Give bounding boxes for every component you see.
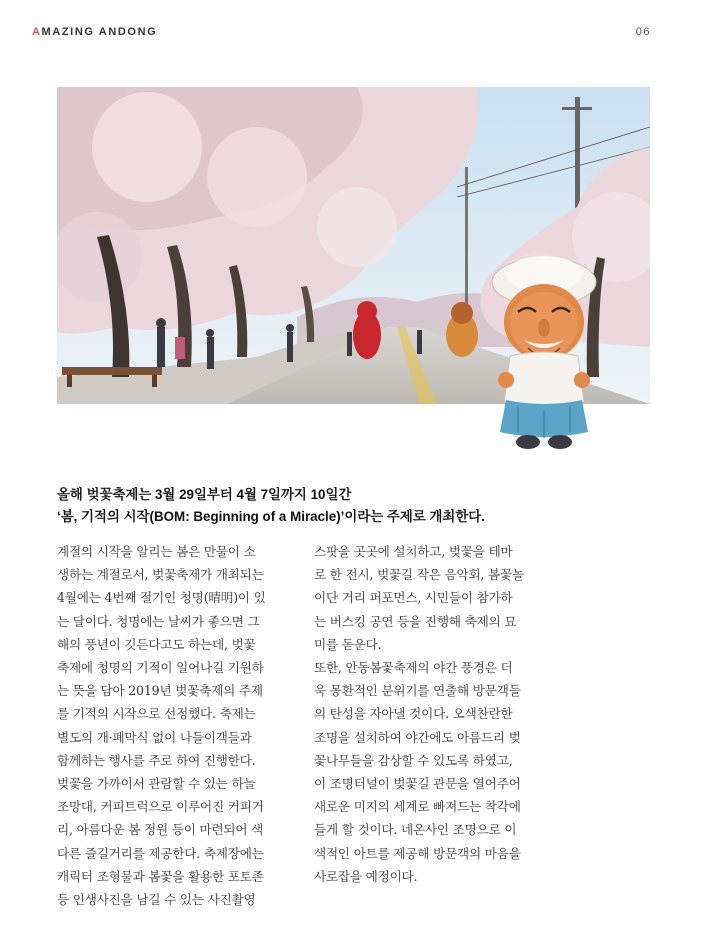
body-line: 로 한 전시, 벚꽃길 작은 음악회, 봄꽃놀 [314, 567, 524, 583]
body-line: 이 조명터널이 벚꽃길 관문을 열어주어 [314, 776, 521, 792]
body-line: 계절의 시작을 알리는 봄은 만물이 소 [57, 544, 256, 559]
body-column-left [57, 540, 297, 911]
page-number: 06 [635, 26, 651, 38]
body-line: 꽃나무들을 감상할 수 있도록 하였고, [314, 752, 513, 768]
body-line: 조명을 설치하여 야간에도 아름드리 벚 [314, 729, 521, 745]
body-line: 4월에는 4번째 절기인 청명(晴明)이 있 [57, 590, 266, 606]
body-line: 를 기적의 시작으로 선정했다. 축제는 [57, 706, 256, 722]
body-line: 새로운 미지의 세계로 빠져드는 착각에 [314, 799, 521, 815]
body-line: 의 탄성을 자아낼 것이다. 오색찬란한 [314, 706, 513, 722]
body-line: 색적인 아트를 제공해 방문객의 마음을 [314, 845, 521, 861]
article-subtitle [57, 484, 657, 528]
body-line: 조망대, 커피트럭으로 이루어진 커피거 [57, 799, 264, 815]
body-line: 캐릭터 조형물과 봄꽃을 활용한 포토존 [57, 868, 264, 884]
body-column-right [314, 540, 559, 888]
body-line: 벚꽃을 가까이서 관람할 수 있는 하늘 [57, 776, 256, 792]
body-line: 스팟을 곳곳에 설치하고, 벚꽃을 테마 [314, 544, 513, 559]
body-line: 해의 풍년이 깃든다고도 하는데, 벚꽃 [57, 636, 256, 652]
mascot-illustration [488, 252, 600, 454]
body-line: 등 인생사진을 남길 수 있는 사진촬영 [57, 892, 256, 908]
body-line: 또한, 안동봄꽃축제의 야간 풍경은 더 [314, 660, 513, 676]
body-line: 들게 할 것이다. 네온사인 조명으로 이 [314, 822, 517, 838]
body-line: 생하는 계절로서, 벚꽃축제가 개최되는 [57, 567, 264, 583]
page-header [32, 26, 651, 42]
body-line: 함께하는 행사를 주로 하여 진행한다. [57, 752, 256, 768]
brand-accent-letter: A [32, 26, 42, 38]
body-line: 다른 즐길거리를 제공한다. 축제장에는 [57, 845, 264, 861]
body-line: 이단 거리 퍼포먼스, 시민들이 참가하 [314, 590, 513, 606]
body-line: 미를 돋운다. [314, 636, 382, 652]
body-line: 는 뜻을 담아 2019년 벚꽃축제의 주제 [57, 683, 263, 699]
subtitle-line-2: ‘봄, 기적의 시작(BOM: Beginning of a Miracle)’이라는 주제로 개최한다. [57, 509, 485, 524]
magazine-brand [32, 26, 157, 38]
body-line: 리, 아름다운 봄 정원 등이 마련되어 색 [57, 822, 264, 838]
mascot-figure [488, 252, 600, 454]
brand-name: MAZING ANDONG [41, 26, 158, 38]
body-line: 는 버스킹 공연 등을 진행해 축제의 묘 [314, 613, 517, 629]
body-line: 사로잡을 예정이다. [314, 868, 418, 884]
body-line: 는 달이다. 청명에는 날씨가 좋으면 그 [57, 613, 260, 629]
body-line: 축제에 청명의 기적이 일어나길 기원하 [57, 660, 264, 676]
subtitle-line-1: 올해 벚꽃축제는 3월 29일부터 4월 7일까지 10일간 [57, 487, 352, 502]
body-line: 별도의 개·폐막식 없이 나들이객들과 [57, 729, 252, 745]
body-line: 욱 몽환적인 분위기를 연출해 방문객들 [314, 683, 521, 699]
